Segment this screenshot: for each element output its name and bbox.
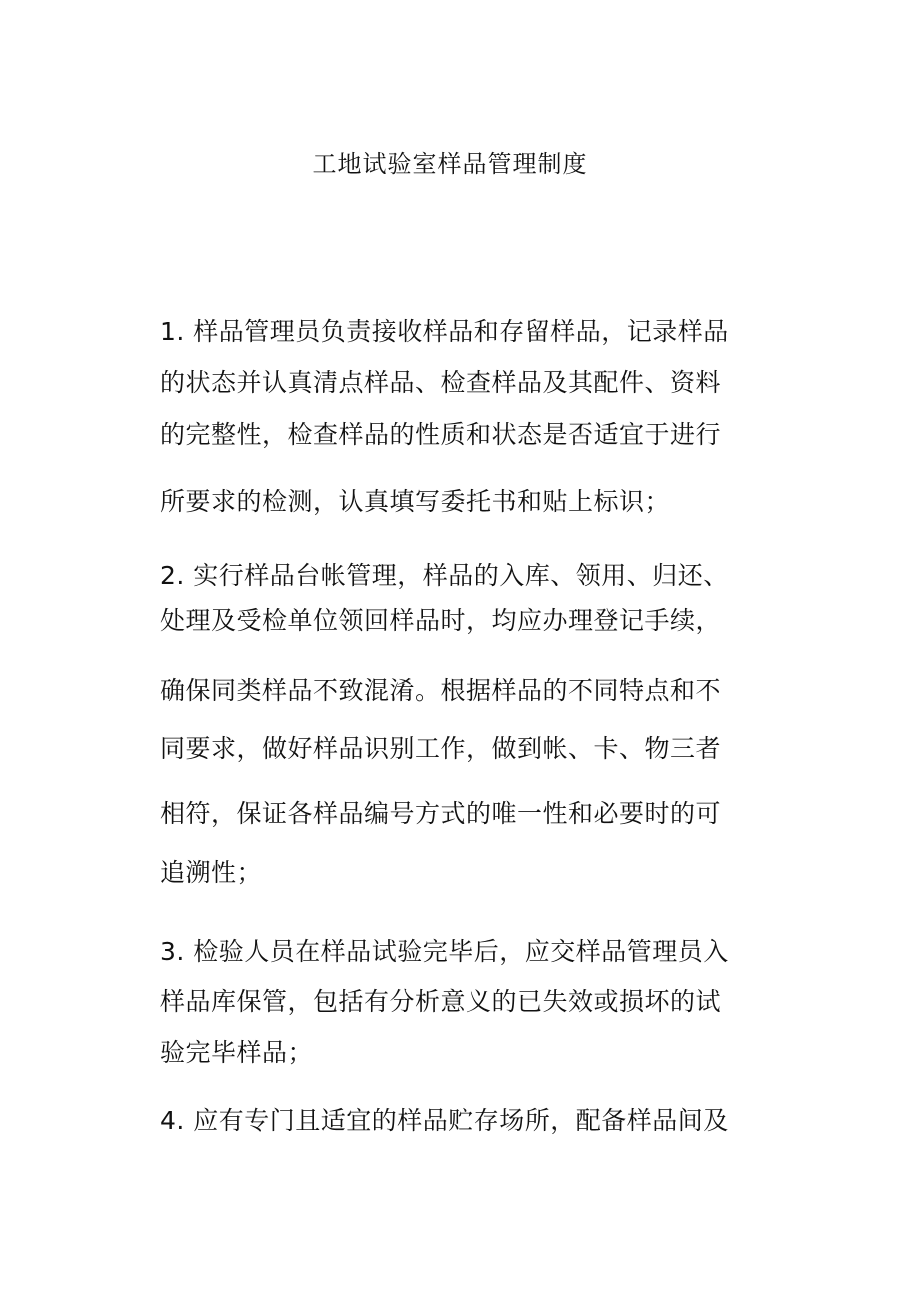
text-line-1: 1. 样品管理员负责接收样品和存留样品，记录样品 xyxy=(160,317,729,346)
text-line-13: 验完毕样品； xyxy=(160,1038,314,1067)
text-line-14: 4. 应有专门且适宜的样品贮存场所，配备样品间及 xyxy=(160,1106,729,1135)
text-line-10: 追溯性； xyxy=(160,858,263,887)
text-line-12: 样品库保管，包括有分析意义的已失效或损坏的试 xyxy=(160,987,722,1016)
text-line-2: 的状态并认真清点样品、检查样品及其配件、资料 xyxy=(160,368,722,397)
text-line-6: 处理及受检单位领回样品时，均应办理登记手续， xyxy=(160,606,722,635)
document-title: 工地试验室样品管理制度 xyxy=(312,150,588,178)
text-line-9: 相符，保证各样品编号方式的唯一性和必要时的可 xyxy=(160,799,722,828)
text-line-4: 所要求的检测，认真填写委托书和贴上标识； xyxy=(160,487,671,516)
text-line-5: 2. 实行样品台帐管理，样品的入库、领用、归还、 xyxy=(160,561,729,590)
text-line-3: 的完整性，检查样品的性质和状态是否适宜于进行 xyxy=(160,420,722,449)
text-line-8: 同要求，做好样品识别工作，做到帐、卡、物三者 xyxy=(160,734,722,763)
text-line-11: 3. 检验人员在样品试验完毕后，应交样品管理员入 xyxy=(160,937,729,966)
text-line-7: 确保同类样品不致混淆。根据样品的不同特点和不 xyxy=(160,676,722,705)
